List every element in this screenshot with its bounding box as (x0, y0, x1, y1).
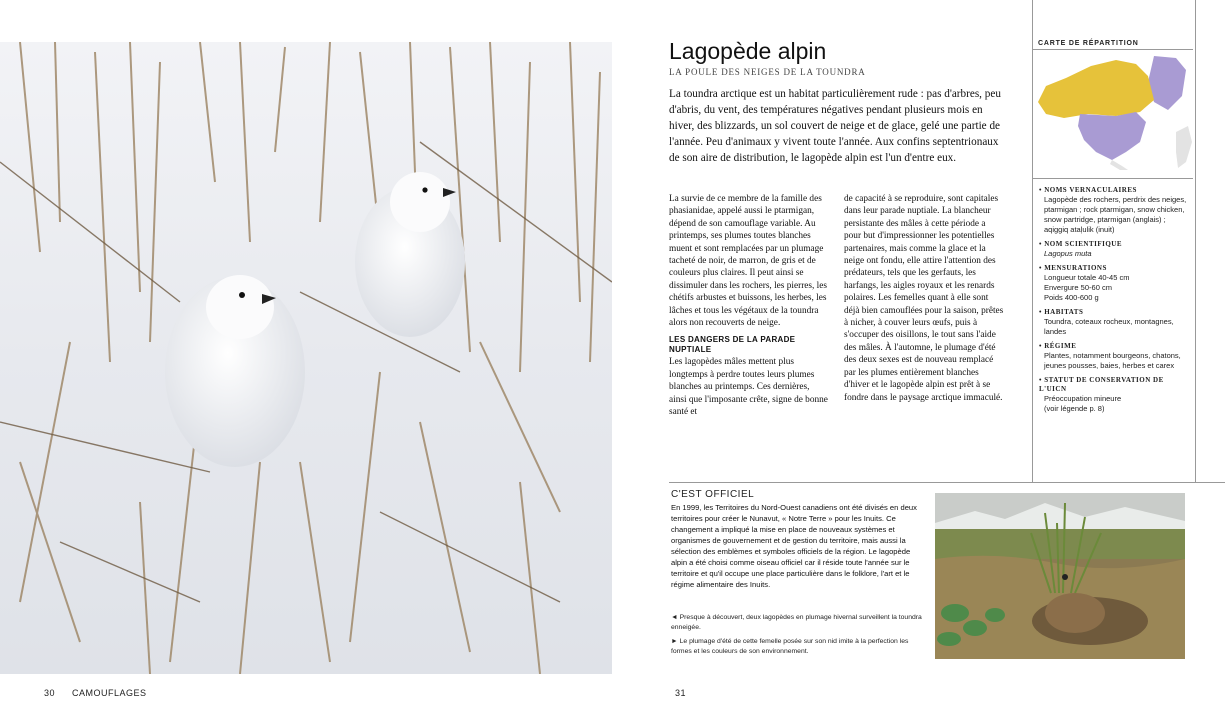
box-text: En 1999, les Territoires du Nord-Ouest canadiens ont été divisés en deux territoires pour créer le Nunavut, « Notre Terre » pour les Inuits. Ce changement a impliqué la mise en place de nouveaux systèmes et organismes de gouvernement et de gestion du territoire, mais aussi la sélection des emblèmes et symboles officiels de la région. Le lagopède alpin a été choisi comme oiseau officiel car il réside toute l'année sur le territoire et qu'il occupe une place particulière dans le folklore, l'art et le régime alimentaire des Inuits. (671, 503, 917, 589)
box-title: C'EST OFFICIEL (671, 489, 755, 500)
fact-label: • MENSURATIONS (1039, 264, 1189, 273)
caption-right-photo: ► Le plumage d'été de cette femelle posée sur son nid imite à la perfection les formes et les couleurs de son environnement. (671, 638, 909, 655)
fact-label: • NOM SCIENTIFIQUE (1039, 240, 1189, 249)
body-column-2 (844, 193, 1004, 404)
winter-ptarmigan-photo (0, 42, 612, 674)
fact-common-names (1039, 186, 1189, 235)
article-title: Lagopède alpin (669, 38, 827, 64)
section-heading: LES DANGERS DE LA PARADE NUPTIALE (669, 335, 796, 355)
divider (1033, 49, 1193, 50)
map-label: CARTE DE RÉPARTITION (1038, 40, 1139, 47)
fact-value: Lagopus muta (1044, 249, 1092, 258)
divider (669, 482, 1225, 483)
fact-value: Lagopède des rochers, perdrix des neiges, ptarmigan ; rock ptarmigan, snow chicken, snow partridge, ptarmigan (anglais) ; aqiggiq ataļulik (inuit) (1044, 195, 1187, 234)
divider (1033, 178, 1193, 179)
lead-paragraph: La toundra arctique est un habitat particulièrement rude : pas d'arbres, peu d'abris, du vent, des températures négatives pendant plusieurs mois en hiver, des blizzards, un sol couvert de neige et de glace, gelé une partie de l'année. Peu d'animaux y vivent toute l'année. Aux confins septentrionaux de son aire de distribution, le lagopède alpin est l'un d'entre eux. (669, 88, 1001, 164)
body-paragraph: Les lagopèdes mâles mettent plus longtemps à perdre toutes leurs plumes blanches au printemps. Ces dernières, ainsi que l'imposante crête, signe de bonne santé et (669, 357, 828, 418)
page-number-left: 30 (44, 688, 56, 698)
distribution-map (1036, 52, 1192, 172)
fact-label: • NOMS VERNACULAIRES (1039, 186, 1189, 195)
fact-value: Longueur totale 40-45 cm Envergure 50-60 cm Poids 400-600 g (1044, 273, 1130, 302)
fact-value: Toundra, coteaux rocheux, montagnes, landes (1044, 317, 1174, 336)
body-column-1 (669, 193, 829, 419)
fact-habitats (1039, 308, 1189, 337)
summer-ptarmigan-photo (935, 493, 1185, 659)
fact-conservation-status (1039, 376, 1189, 414)
fact-measurements (1039, 264, 1189, 303)
caption-left-photo: ◄ Presque à découvert, deux lagopèdes en plumage hivernal surveillent la toundra enneigée. (671, 614, 922, 631)
fact-label: • HABITATS (1039, 308, 1189, 317)
fact-value: Préoccupation mineure (voir légende p. 8) (1044, 394, 1122, 413)
fact-label: • RÉGIME (1039, 342, 1189, 351)
fact-label: • STATUT DE CONSERVATION DE L'UICN (1039, 376, 1189, 394)
page-number-right: 31 (675, 688, 687, 698)
fact-scientific-name (1039, 240, 1189, 259)
body-paragraph: La survie de ce membre de la famille des phasianidae, appelé aussi le ptarmigan, dépend de son camouflage variable. Au printemps, ses plumes toutes blanches muent et sont remplacées par un plumage tacheté de noir, de marron, de gris et de couleurs plus claires. Il peut ainsi se dissimuler dans les rochers, les pierres, les chétifs arbustes et buissons, les herbes, les lâches et tous les végétaux de la toundra alors non recouverts de neige. (669, 194, 828, 329)
fact-value: Plantes, notamment bourgeons, chatons, jeunes pousses, baies, herbes et carex (1044, 351, 1181, 370)
section-name: CAMOUFLAGES (72, 688, 147, 698)
body-paragraph: de capacité à se reproduire, sont capitales dans leur parade nuptiale. La blancheur persistante des mâles à cette période a pour but d'impressionner les potentielles partenaires, mais comme la glace et la neige ont fondu, elle attire l'attention des prédateurs, tels que les gerfauts, les harfangs, les aigles royaux et les renards polaires. Les femelles quant à elle sont déjà bien camouflées pour la saison, prêtes à nicher, à couver leurs œufs, puis à s'occuper des oisillons, le tout sans l'aide des mâles. À l'automne, le plumage d'été des deux sexes est de nouveau remplacé par les plumes entièrement blanches d'hiver et le lagopède alpin est prêt à se fondre dans le paysage arctique immaculé. (844, 194, 1004, 403)
article-subtitle: LA POULE DES NEIGES DE LA TOUNDRA (669, 67, 866, 77)
fact-diet (1039, 342, 1189, 371)
facts-list (1039, 186, 1189, 419)
